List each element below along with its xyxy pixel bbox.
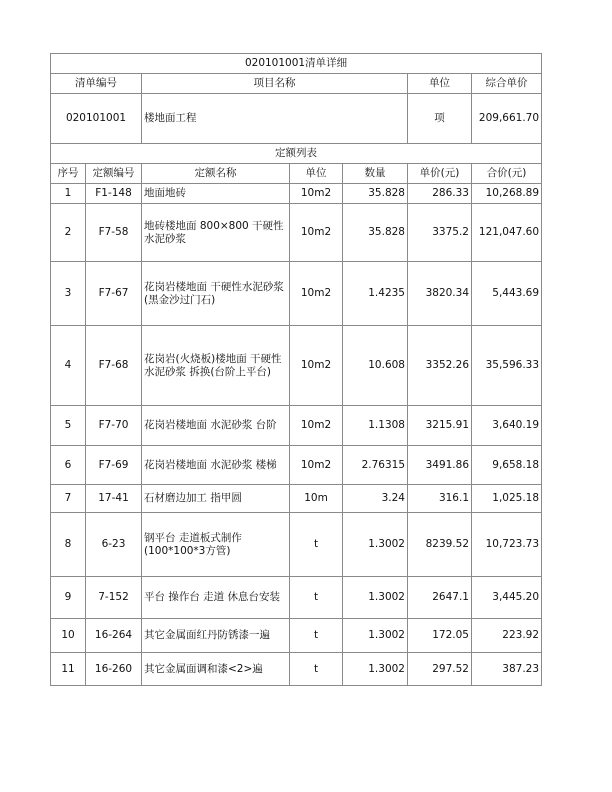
row-code: F7-58 [86, 204, 142, 262]
row-qty: 35.828 [343, 184, 408, 204]
row-total: 10,723.73 [472, 513, 542, 577]
row-code: F1-148 [86, 184, 142, 204]
row-code: 16-260 [86, 653, 142, 686]
bill-price: 209,661.70 [472, 94, 542, 144]
title-row [51, 54, 542, 74]
row-total: 3,640.19 [472, 406, 542, 446]
quota-section-row [51, 144, 542, 164]
row-name: 地砖楼地面 800×800 干硬性水泥砂浆 [142, 204, 290, 262]
row-price: 3215.91 [408, 406, 472, 446]
col-code-header: 定额编号 [86, 164, 142, 184]
table-row [51, 406, 542, 446]
row-name: 平台 操作台 走道 休息台安装 [142, 577, 290, 619]
bill-code-header: 清单编号 [51, 74, 142, 94]
quota-header-row [51, 164, 542, 184]
row-name: 钢平台 走道板式制作(100*100*3方管) [142, 513, 290, 577]
row-name: 其它金属面调和漆<2>遍 [142, 653, 290, 686]
row-unit: t [290, 653, 343, 686]
row-qty: 1.1308 [343, 406, 408, 446]
row-code: 7-152 [86, 577, 142, 619]
row-seq: 11 [51, 653, 86, 686]
bill-code: 020101001 [51, 94, 142, 144]
row-qty: 1.4235 [343, 262, 408, 326]
row-unit: t [290, 513, 343, 577]
row-unit: 10m2 [290, 204, 343, 262]
table-row [51, 204, 542, 262]
row-total: 5,443.69 [472, 262, 542, 326]
row-name: 花岗岩楼地面 干硬性水泥砂浆 (黑金沙过门石) [142, 262, 290, 326]
row-name: 地面地砖 [142, 184, 290, 204]
table-title: 020101001清单详细 [51, 54, 542, 74]
bill-item-row [51, 94, 542, 144]
col-seq-header: 序号 [51, 164, 86, 184]
row-name: 石材磨边加工 指甲圆 [142, 485, 290, 513]
row-code: F7-70 [86, 406, 142, 446]
row-qty: 3.24 [343, 485, 408, 513]
row-price: 316.1 [408, 485, 472, 513]
row-code: F7-69 [86, 446, 142, 485]
row-total: 3,445.20 [472, 577, 542, 619]
row-price: 172.05 [408, 619, 472, 653]
row-price: 2647.1 [408, 577, 472, 619]
row-unit: 10m2 [290, 262, 343, 326]
row-seq: 3 [51, 262, 86, 326]
row-total: 223.92 [472, 619, 542, 653]
row-total: 121,047.60 [472, 204, 542, 262]
row-total: 387.23 [472, 653, 542, 686]
row-seq: 10 [51, 619, 86, 653]
row-name: 其它金属面红丹防锈漆一遍 [142, 619, 290, 653]
bill-detail-table [50, 53, 542, 686]
col-name-header: 定额名称 [142, 164, 290, 184]
row-name: 花岗岩(火烧板)楼地面 干硬性水泥砂浆 拆换(台阶上平台) [142, 326, 290, 406]
row-total: 9,658.18 [472, 446, 542, 485]
bill-unit-header: 单位 [408, 74, 472, 94]
row-price: 3352.26 [408, 326, 472, 406]
row-qty: 1.3002 [343, 577, 408, 619]
row-qty: 2.76315 [343, 446, 408, 485]
row-seq: 5 [51, 406, 86, 446]
row-unit: t [290, 619, 343, 653]
row-code: F7-68 [86, 326, 142, 406]
row-qty: 10.608 [343, 326, 408, 406]
row-unit: 10m [290, 485, 343, 513]
row-unit: 10m2 [290, 406, 343, 446]
table-row [51, 485, 542, 513]
row-name: 花岗岩楼地面 水泥砂浆 楼梯 [142, 446, 290, 485]
row-unit: 10m2 [290, 184, 343, 204]
table-row [51, 577, 542, 619]
bill-name: 楼地面工程 [142, 94, 408, 144]
table-row [51, 262, 542, 326]
row-unit: 10m2 [290, 446, 343, 485]
row-code: 6-23 [86, 513, 142, 577]
row-code: 16-264 [86, 619, 142, 653]
row-seq: 6 [51, 446, 86, 485]
bill-detail-sheet [50, 53, 541, 685]
row-seq: 1 [51, 184, 86, 204]
row-price: 8239.52 [408, 513, 472, 577]
table-row [51, 513, 542, 577]
row-total: 35,596.33 [472, 326, 542, 406]
row-code: F7-67 [86, 262, 142, 326]
row-price: 286.33 [408, 184, 472, 204]
row-price: 3820.34 [408, 262, 472, 326]
row-qty: 35.828 [343, 204, 408, 262]
table-row [51, 653, 542, 686]
col-qty-header: 数量 [343, 164, 408, 184]
row-price: 297.52 [408, 653, 472, 686]
row-seq: 7 [51, 485, 86, 513]
quota-section-title: 定额列表 [51, 144, 542, 164]
bill-price-header: 综合单价 [472, 74, 542, 94]
row-qty: 1.3002 [343, 619, 408, 653]
bill-header-row [51, 74, 542, 94]
row-qty: 1.3002 [343, 653, 408, 686]
row-code: 17-41 [86, 485, 142, 513]
row-total: 10,268.89 [472, 184, 542, 204]
row-seq: 8 [51, 513, 86, 577]
row-seq: 2 [51, 204, 86, 262]
row-seq: 4 [51, 326, 86, 406]
col-unit-header: 单位 [290, 164, 343, 184]
row-name: 花岗岩楼地面 水泥砂浆 台阶 [142, 406, 290, 446]
row-qty: 1.3002 [343, 513, 408, 577]
bill-unit: 项 [408, 94, 472, 144]
table-row [51, 446, 542, 485]
col-total-header: 合价(元) [472, 164, 542, 184]
table-row [51, 326, 542, 406]
col-price-header: 单价(元) [408, 164, 472, 184]
row-total: 1,025.18 [472, 485, 542, 513]
row-price: 3375.2 [408, 204, 472, 262]
row-seq: 9 [51, 577, 86, 619]
row-price: 3491.86 [408, 446, 472, 485]
table-row [51, 184, 542, 204]
row-unit: t [290, 577, 343, 619]
table-row [51, 619, 542, 653]
bill-name-header: 项目名称 [142, 74, 408, 94]
row-unit: 10m2 [290, 326, 343, 406]
